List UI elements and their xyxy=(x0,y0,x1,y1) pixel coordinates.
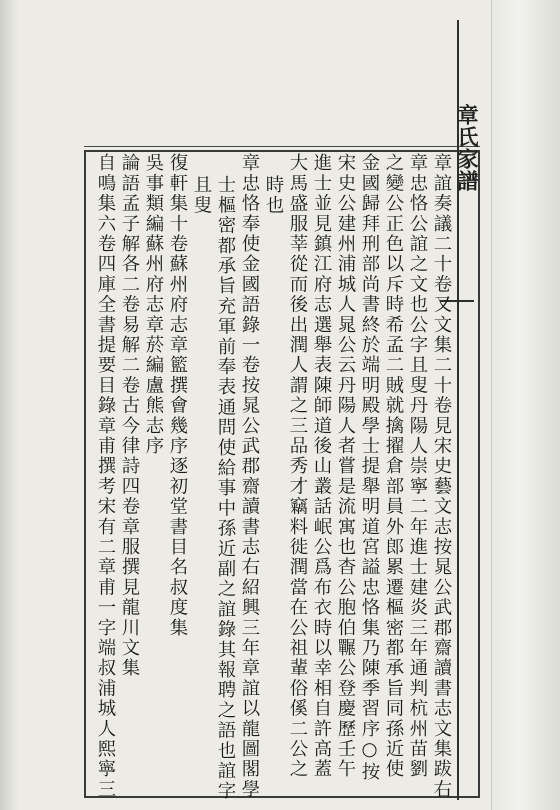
text-column-1: 章誼奏議二十卷又文集二十卷見宋史藝文志按晁公武郡齋讀書志文集跋右 xyxy=(431,153,452,800)
text-column-10: 士樞密都承旨充軍前奉表通問使給事中孫近副之誼錄其報聘之語也誼字 xyxy=(215,175,236,802)
text-column-2: 章忠恪公誼之文也公字且叟丹陽人崇寧二年進士建炎三年通判杭州苗劉 xyxy=(407,153,428,780)
text-column-14: 論語孟子解各二卷易解二卷古今律詩四卷章服撰見龍川文集 xyxy=(119,153,140,679)
text-column-7: 大馬盛服莘從而後出潤人謂之三品秀才竊料徙潤當在公祖輩俗傒二公之 xyxy=(287,153,308,780)
text-column-5: 宋史公建州浦城人晁公云丹陽人者嘗是流寓也杳公胞伯囅公登慶歷壬午 xyxy=(335,153,356,780)
page-gutter-shadow xyxy=(0,0,18,810)
text-column-3: 之變公正色以斥時希孟二賊就擒擢倉部員外郎累遷樞密都承旨同孫近使 xyxy=(383,153,404,780)
text-column-8: 時也 xyxy=(263,175,284,216)
page-fore-edge xyxy=(491,0,560,810)
frame-top-rule xyxy=(84,146,480,147)
book-title: 章氏家譜 xyxy=(455,104,480,192)
text-column-13: 吳事類編蘇州府志章菸編盧熊志序 xyxy=(143,153,164,456)
text-column-4: 金國歸拜刑部尚書終於端明殿學士提舉明道宮謚忠恪集乃陳季習序○按 xyxy=(359,153,380,782)
text-column-6: 進士並見鎮江府志選舉表陳師道後山叢話岷公爲布衣時以幸相自許高蓋 xyxy=(311,153,332,780)
text-column-11: 且叟 xyxy=(191,175,212,216)
text-column-9: 章忠恪奉使金國語錄一卷按晁公武郡齋讀書志右紹興三年章誼以龍圖閣學 xyxy=(239,153,260,800)
text-column-15: 自鳴集六卷四庫全書提要目錄章甫撰考宋有二章甫一字端叔浦城人熙寧三 xyxy=(95,153,116,800)
text-column-12: 復軒集十卷蘇州府志章籃撰會幾序逐初堂書目名叔度集 xyxy=(167,153,188,638)
